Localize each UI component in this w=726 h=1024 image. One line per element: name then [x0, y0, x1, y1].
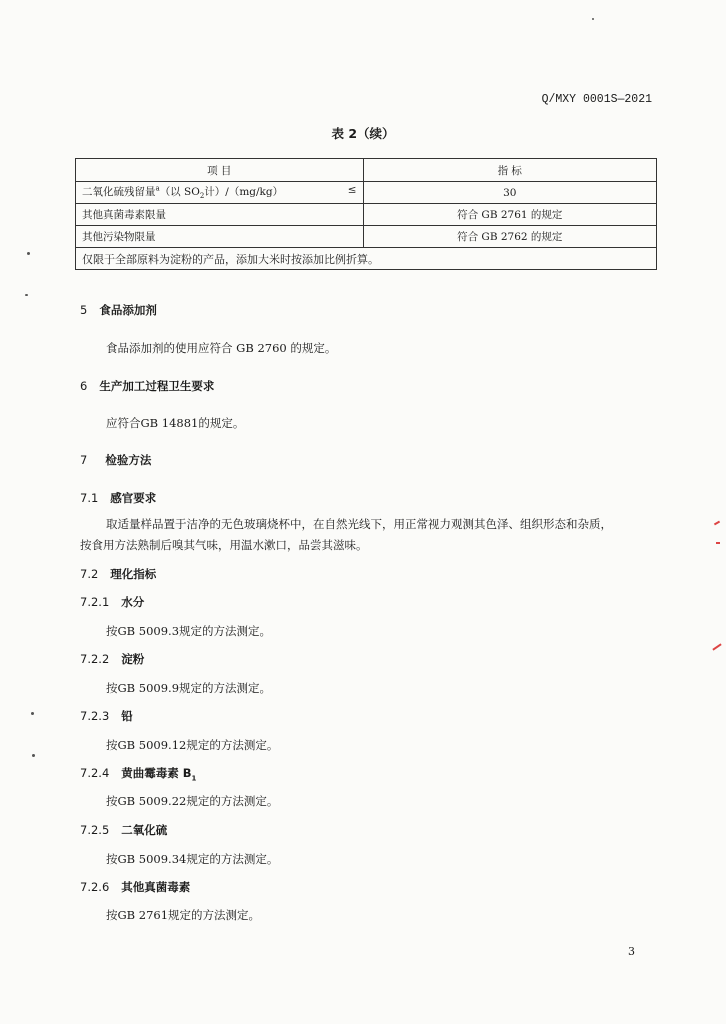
section-body-7-1-line1: 取适量样品置于洁净的无色玻璃烧杯中，在自然光线下，用正常视力观测其色泽、组织形态和杂质，: [106, 517, 612, 531]
section-heading-7-1: 7.1 感官要求: [80, 491, 157, 505]
section-heading-6: 6 生产加工过程卫生要求: [80, 379, 215, 393]
section-heading-7-2: 7.2 理化指标: [80, 567, 157, 581]
scan-speck: [25, 294, 28, 296]
section-body-6: 应符合GB 14881的规定。: [106, 416, 245, 430]
section-heading-7-2-1: 7.2.1 水分: [80, 595, 145, 609]
section-body-7-1-line2: 按食用方法熟制后嗅其气味，用温水漱口，品尝其滋味。: [80, 538, 368, 552]
scan-speck: [31, 712, 34, 715]
section-body-5: 食品添加剂的使用应符合 GB 2760 的规定。: [106, 341, 337, 355]
specification-table: [75, 158, 657, 270]
section-heading-7-2-6: 7.2.6 其他真菌毒素: [80, 880, 191, 894]
column-header-item: 项 目: [76, 159, 364, 182]
table-cell-item: 二氧化硫残留量$^a$（以 $SO_2$计）/（mg/kg） ≤: [76, 182, 364, 204]
section-body-7-2-1: 按GB 5009.3规定的方法测定。: [106, 624, 272, 638]
table-cell-value: 30: [363, 182, 656, 204]
section-heading-7-2-4: 7.2.4 黄曲霉毒素 $B_1$: [80, 766, 197, 783]
scan-mark: [712, 643, 721, 650]
table-cell-value: 符合 GB 2762 的规定: [363, 226, 656, 248]
section-body-7-2-3: 按GB 5009.12规定的方法测定。: [106, 738, 279, 752]
scan-mark: [716, 542, 720, 544]
table-cell-item: 其他真菌毒素限量: [76, 204, 364, 226]
scan-speck: [27, 252, 30, 255]
page-number: 3: [628, 945, 635, 958]
table-note-row: [76, 248, 657, 270]
column-header-value: 指 标: [363, 159, 656, 182]
section-body-7-2-4: 按GB 5009.22规定的方法测定。: [106, 794, 279, 808]
section-body-7-2-5: 按GB 5009.34规定的方法测定。: [106, 852, 279, 866]
section-heading-7-2-3: 7.2.3 铅: [80, 709, 133, 723]
section-heading-5: 5 食品添加剂: [80, 303, 157, 317]
section-heading-7: 7 检验方法: [80, 453, 152, 467]
scan-speck: [592, 18, 594, 20]
section-heading-7-2-2: 7.2.2 淀粉: [80, 652, 145, 666]
less-equal-symbol: ≤: [347, 184, 357, 197]
table-header-row: [76, 159, 657, 182]
section-heading-7-2-5: 7.2.5 二氧化硫: [80, 823, 168, 837]
table-caption: 表 2（续）: [331, 126, 395, 141]
table-row: [76, 182, 657, 204]
scan-mark: [714, 521, 720, 526]
document-code: Q/MXY 0001S—2021: [541, 93, 652, 106]
table-note: 仅限于全部原料为淀粉的产品，添加大米时按添加比例折算。: [76, 248, 657, 270]
table-row: [76, 204, 657, 226]
scan-speck: [32, 754, 35, 757]
table-row: [76, 226, 657, 248]
table-cell-item: 其他污染物限量: [76, 226, 364, 248]
section-body-7-2-6: 按GB 2761规定的方法测定。: [106, 908, 261, 922]
table-cell-value: 符合 GB 2761 的规定: [363, 204, 656, 226]
section-body-7-2-2: 按GB 5009.9规定的方法测定。: [106, 681, 272, 695]
